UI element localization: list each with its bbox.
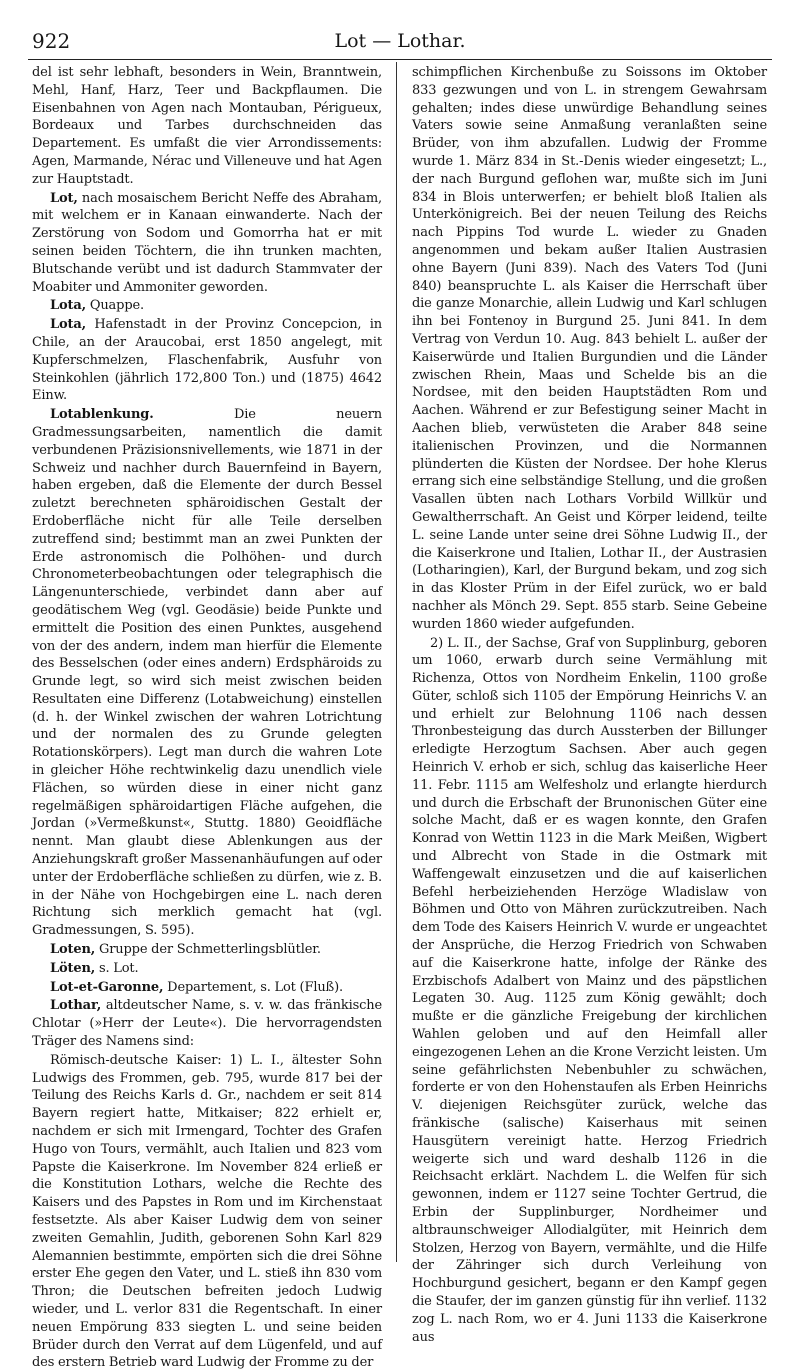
entry-text: Quappe.: [86, 298, 145, 314]
lemma: Lotablenkung.: [50, 407, 154, 423]
entry-loeten: [32, 960, 382, 978]
entry-lota-hafenstadt: [32, 316, 382, 405]
continuation-paragraph: del ist sehr lebhaft, besonders in Wein, Branntwein, Mehl, Hanf, Harz, Teer und Backpflaumen. Die Eisenbahnen von Agen nach Montauban, Périgueux, Bordeaux und Tarbes durchschneiden das Departement. Es umfaßt die vier Arrondissements: Agen, Marmande, Nérac und Villeneuve und hat Agen zur Hauptstadt.: [32, 65, 382, 187]
entry-loten: [32, 941, 382, 959]
lemma: Lot,: [50, 190, 78, 206]
entry-text: nach mosaischem Bericht Neffe des Abraham, mit welchem er in Kanaan einwanderte. Nach der Zerstörung von Sodom und Gomorrha hat er mit seinen beiden Töchtern, die ihn trunken machten, Blutschande verübt und ist dadurch Stammvater der Moabiter und Ammoniter geworden.: [32, 190, 382, 295]
lemma: Lota,: [50, 298, 87, 314]
column-divider: [396, 62, 397, 1262]
lemma: Löten,: [50, 960, 96, 976]
entry-lot-et-garonne: [32, 979, 382, 997]
entry-text: Gruppe der Schmetterlingsblütler.: [95, 942, 321, 958]
entry-lot: [32, 190, 382, 297]
page-number: 922: [32, 29, 71, 53]
entry-text: Die neuern Gradmessungsarbeiten, namentlich die damit verbundenen Präzisionsnivellements, wie 1871 in der Schweiz und nachher durch Bauernfeind in Bayern, haben ergeben, daß die Elemente der durch Bessel zuletzt berechneten sphäroidischen Gestalt der Erdoberfläche nicht für alle Teile derselben zutreffend sind; bestimmt man an zwei Punkten der Erde astronomisch die Polhöhen- und durch Chronometerbeobachtungen oder telegraphisch die Längenunterschiede, verbindet dann aber auf geodätischem Weg (vgl. Geodäsie) beide Punkte und ermittelt die Position des einen Punktes, ausgehend von der des andern, indem man hierfür die Elemente des Besselschen (oder eines andern) Erdsphäroids zu Grunde legt, so wird sich meist zwischen beiden Resultaten eine Differenz (Lotabweichung) einstellen (d. h. der Winkel zwischen der wahren Lotrichtung und der normalen des zu Grunde gelegten Rotationskörpers). Legt man durch die wahren Lote in gleicher Höhe rechtwinkelig dazu unendlich viele Flächen, so würden diese in einer nicht ganz regelmäßigen sphäroidartigen Fläche aufgehen, die Jordan (»Vermeßkunst«, Stuttg. 1880) Geoidfläche nennt. Man glaubt diese Ablenkungen aus der Anziehungskraft großer Massenanhäufungen auf oder unter der Erdoberfläche schließen zu dürfen, wie z. B. in der Nähe von Hochgebirgen eine L. nach deren Richtung sich merklich gemacht hat (vgl. Gradmessungen, S. 595).: [32, 407, 382, 939]
page-header: [28, 26, 772, 56]
lemma: Loten,: [50, 942, 96, 958]
section-paragraph-lothar-i: Römisch-deutsche Kaiser: 1) L. I., ältester Sohn Ludwigs des Frommen, geb. 795, wurde 817 bei der Teilung des Reichs Karls d. Gr., nachdem er seit 814 Bayern regiert hatte, Mitkaiser; 822 erhielt er, nachdem er sich mit Irmengard, Tochter des Grafen Hugo von Tours, vermählt, auch Italien und 823 vom Papste die Kaiserkrone. Im November 824 erließ er die Konstitution Lothars, welche die Rechte des Kaisers und des Papstes in Rom und im Kirchenstaat festsetzte. Als aber Kaiser Ludwig dem von seiner zweiten Gemahlin, Judith, geborenen Sohn Karl 829 Alemannien bestimmte, empörten sich die drei Söhne erster Ehe gegen den Vater, und L. stieß ihn 830 vom Thron; die Deutschen befreiten jedoch Ludwig wieder, und L. verlor 831 die Regentschaft. In einer neuen Empörung 833 siegten L. und seine beiden Brüder durch den Verrat auf dem Lügenfeld, und auf des erstern Betrieb ward Ludwig der Fromme zu der: [32, 1052, 382, 1371]
header-rule: [28, 59, 772, 60]
entry-lothar: [32, 997, 382, 1050]
lemma: Lota,: [50, 317, 87, 333]
entry-lothar-ii: 2) L. II., der Sachse, Graf von Supplinburg, geboren um 1060, erwarb durch seine Vermählung mit Richenza, Ottos von Nordheim Enkelin, 1100 große Güter, schloß sich 1105 der Empörung Heinrichs V. an und erhielt zur Belohnung 1106 nach dessen Thronbesteigung das durch Aussterben der Billunger erledigte Herzogtum Sachsen. Aber auch gegen Heinrich V. erhob er sich, schlug das kaiserliche Heer 11. Febr. 1115 am Welfesholz und erlangte hierdurch und durch die Erbschaft der Brunonischen Güter eine solche Macht, daß er es wagen konnte, den Grafen Konrad von Wettin 1123 in die Mark Meißen, Wigbert und Albrecht von Stade in die Ostmark mit Waffengewalt einzusetzen und die auf kaiserlichen Befehl herbeiziehenden Herzöge Wladislaw von Böhmen und Otto von Mähren zurückzutreiben. Nach dem Tode des Kaisers Heinrich V. wurde er ungeachtet der Ansprüche, die Herzog Friedrich von Schwaben auf die Kaiserkrone hatte, infolge der Ränke des Erzbischofs Adalbert von Mainz und des päpstlichen Legaten 30. Aug. 1125 zum König gewählt; doch mußte er die gänzliche Freigebung der kirchlichen Wahlen geloben und auf den Heimfall aller eingezogenen Lehen an die Krone Verzicht leisten. Um seine gefährlichsten Nebenbuhler zu schwächen, forderte er von den Hohenstaufen als Erben Heinrichs V. diejenigen Reichsgüter zurück, welche das fränkische (salische) Kaiserhaus mit seinen Hausgütern vereinigt hatte. Herzog Friedrich weigerte sich und ward deshalb 1126 in die Reichsacht erklärt. Nachdem L. die Welfen für sich gewonnen, indem er 1127 seine Tochter Gertrud, die Erbin der Supplinburger, Nordheimer und altbraunschweiger Allodialgüter, mit Heinrich dem Stolzen, Herzog von Bayern, vermählte, und die Hilfe der Zähringer sich durch Verleihung von Hochburgund gesichert, begann er den Kampf gegen die Staufer, der im ganzen günstig für ihn verlief. 1132 zog L. nach Rom, wo er 4. Juni 1133 die Kaiserkrone aus: [412, 635, 767, 1345]
entry-lota-quappe: [32, 297, 382, 315]
left-column: [32, 64, 382, 1371]
lemma: Lothar,: [50, 998, 102, 1014]
running-title: Lot — Lothar.: [334, 30, 466, 52]
continuation-paragraph: schimpflichen Kirchenbuße zu Soissons im Oktober 833 gezwungen und von L. in strengem Gewahrsam gehalten; indes diese unwürdige Behandlung seines Vaters sowie seine Anmaßung veranlaßten seine Brüder, von ihm abzufallen. Ludwig der Fromme wurde 1. März 834 in St.-Denis wieder eingesetzt; L., der nach Burgund geflohen war, mußte sich im Juni 834 in Blois unterwerfen; er behielt bloß Italien als Unterkönigreich. Bei der neuen Teilung des Reichs nach Pippins Tod wurde L. wieder zu Gnaden angenommen und bekam außer Italien Austrasien ohne Bayern (Juni 839). Nach des Vaters Tod (Juni 840) beanspruchte L. als Kaiser die Herrschaft über die ganze Monarchie, allein Ludwig und Karl schlugen ihn bei Fontenoy in Burgund 25. Juni 841. In dem Vertrag von Verdun 10. Aug. 843 behielt L. außer der Kaiserwürde und Italien Burgundien und die Länder zwischen Rhein, Maas und Schelde bis an die Nordsee, mit den beiden Hauptstädten Rom und Aachen. Während er zur Befestigung seiner Macht in Aachen blieb, verwüsteten die Araber 848 seine italienischen Provinzen, und die Normannen plünderten die Küsten der Nordsee. Der hohe Klerus errang sich eine selbständige Stellung, und die großen Vasallen übten nach Lothars Vorbild Willkür und Gewaltherrschaft. An Geist und Körper leidend, teilte L. seine Lande unter seine drei Söhne Ludwig II., der die Kaiserkrone und Italien, Lothar II., der Austrasien (Lotharingien), Karl, der Burgund bekam, und zog sich in das Kloster Prüm in der Eifel zurück, wo er bald nachher als Mönch 29. Sept. 855 starb. Seine Gebeine wurden 1860 wieder aufgefunden.: [412, 65, 767, 632]
entry-text: altdeutscher Name, s. v. w. das fränkische Chlotar (»Herr der Leute«). Die hervorragendsten Träger des Namens sind:: [32, 998, 382, 1050]
right-column: [412, 64, 767, 1345]
entry-lotablenkung: [32, 406, 382, 940]
lemma: Lot-et-Garonne,: [50, 979, 164, 995]
entry-text: s. Lot.: [95, 960, 139, 976]
entry-text: Hafenstadt in der Provinz Concepcion, in Chile, an der Araucobai, erst 1850 angelegt, mit Kupferschmelzen, Flaschenfabrik, Ausfuhr von Steinkohlen (jährlich 172,800 Ton.) und (1875) 4642 Einw.: [32, 317, 382, 404]
entry-text: Departement, s. Lot (Fluß).: [163, 979, 343, 995]
